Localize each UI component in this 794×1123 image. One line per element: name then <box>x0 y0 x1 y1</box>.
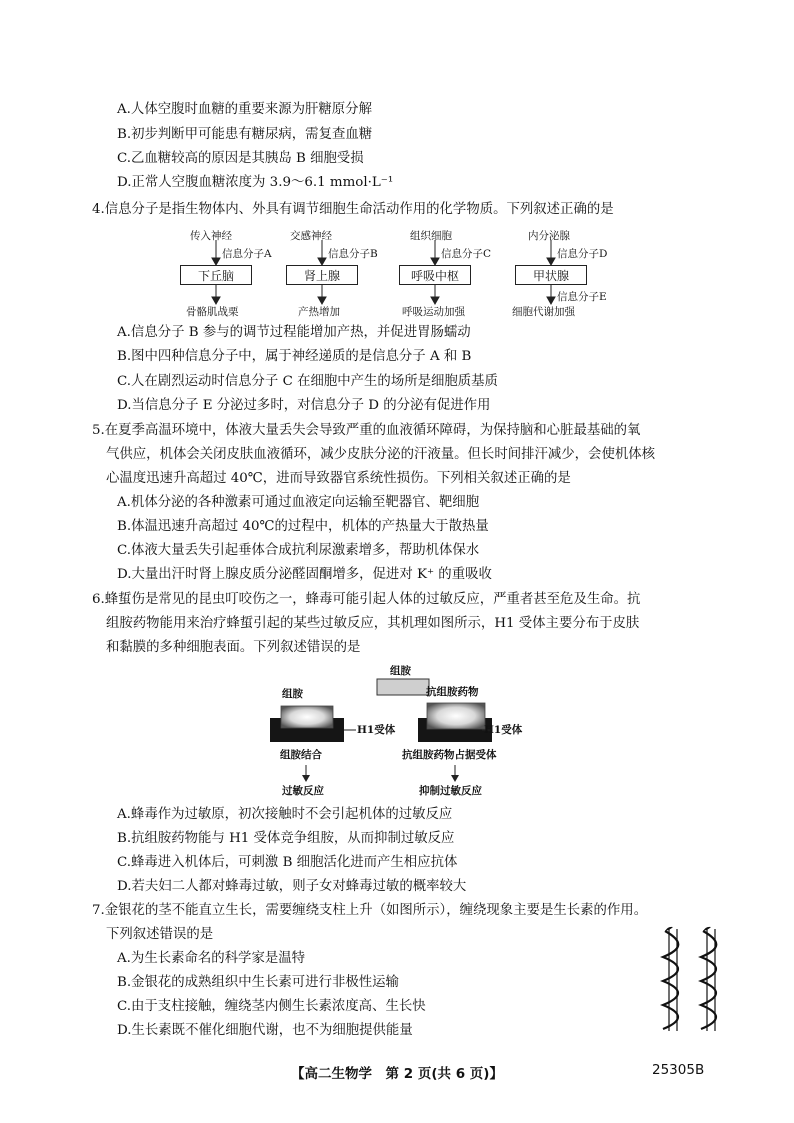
q6-option-c: C.蜂毒进入机体后，可刺激 B 细胞活化进而产生相应抗体 <box>117 855 458 870</box>
q4-option-a: A.信息分子 B 参与的调节过程能增加产热，并促进胃肠蠕动 <box>117 325 471 340</box>
q7-twining-stem-figure <box>655 925 730 1035</box>
q6-histamine-left-label: 组胺 <box>282 688 303 700</box>
q3-option-c: C.乙血糖较高的原因是其胰岛 B 细胞受损 <box>117 151 364 166</box>
q5-option-d: D.大量出汗时肾上腺皮质分泌醛固酮增多，促进对 K⁺ 的重吸收 <box>117 567 492 582</box>
q6-stem-line-1: 6.蜂蜇伤是常见的昆虫叮咬伤之一，蜂毒可能引起人体的过敏反应，严重者甚至危及生命。抗 <box>92 592 641 607</box>
q3-option-a: A.人体空腹时血糖的重要来源为肝糖原分解 <box>117 102 372 117</box>
q5-stem-line-1: 5.在夏季高温环境中，体液大量丢失会导致严重的血液循环障碍，为保持脑和心脏最基础的氧 <box>92 423 641 438</box>
q4-molecule-d: 信息分子D <box>557 248 608 260</box>
q7-option-b: B.金银花的成熟组织中生长素可进行非极性运输 <box>117 975 399 990</box>
q6-right-caption: 抗组胺药物占据受体 <box>402 749 497 761</box>
q4-target-adrenal: 肾上腺 <box>286 265 358 285</box>
q4-source-1: 传入神经 <box>190 230 232 242</box>
q6-option-a: A.蜂毒作为过敏原，初次接触时不会引起机体的过敏反应 <box>117 807 453 822</box>
q4-effect-4: 细胞代谢加强 <box>512 306 575 318</box>
q6-receptor-left-label: H1受体 <box>357 724 396 736</box>
q4-effect-1: 骨骼肌战栗 <box>186 306 239 318</box>
q4-source-4: 内分泌腺 <box>528 230 570 242</box>
q6-right-result: 抑制过敏反应 <box>419 785 482 797</box>
q3-option-b: B.初步判断甲可能患有糖尿病，需复查血糖 <box>117 127 373 142</box>
q7-stem-line-2: 下列叙述错误的是 <box>106 927 214 942</box>
page-footer: 【高二生物学 第 2 页(共 6 页)】 <box>291 1066 503 1082</box>
q4-effect-3: 呼吸运动加强 <box>402 306 465 318</box>
q4-molecule-a: 信息分子A <box>222 248 272 260</box>
q6-left-caption: 组胺结合 <box>280 749 322 761</box>
exam-code: 25305B <box>652 1062 705 1078</box>
q4-source-2: 交感神经 <box>290 230 332 242</box>
q4-target-hypothalamus: 下丘脑 <box>180 265 252 285</box>
q4-option-c: C.人在剧烈运动时信息分子 C 在细胞中产生的场所是细胞质基质 <box>117 374 498 389</box>
q4-option-b: B.图中四种信息分子中，属于神经递质的是信息分子 A 和 B <box>117 349 472 364</box>
q5-stem-line-2: 气供应，机体会关闭皮肤血液循环，减少皮肤分泌的汗液量。但长时间排汗减少，会使机体核 <box>106 447 656 462</box>
q7-stem-line-1: 7.金银花的茎不能直立生长，需要缠绕支柱上升（如图所示），缠绕现象主要是生长素的作用。 <box>92 903 648 918</box>
q4-source-3: 组织细胞 <box>410 230 452 242</box>
q5-stem-line-3: 心温度迅速升高超过 40℃，进而导致器官系统性损伤。下列相关叙述正确的是 <box>106 471 571 486</box>
q4-effect-2: 产热增加 <box>298 306 340 318</box>
q7-option-d: D.生长素既不催化细胞代谢，也不为细胞提供能量 <box>117 1023 413 1038</box>
q6-receptor-right-label: H1受体 <box>484 724 523 736</box>
q6-left-result: 过敏反应 <box>282 785 324 797</box>
q4-molecule-e: 信息分子E <box>557 291 607 303</box>
q5-option-c: C.体液大量丢失引起垂体合成抗利尿激素增多，帮助机体保水 <box>117 543 480 558</box>
q4-stem: 4.信息分子是指生物体内、外具有调节细胞生命活动作用的化学物质。下列叙述正确的是 <box>92 202 614 217</box>
q6-histamine-top-label: 组胺 <box>390 665 411 677</box>
q4-option-d: D.当信息分子 E 分泌过多时，对信息分子 D 的分泌有促进作用 <box>117 398 491 413</box>
q6-drug-label: 抗组胺药物 <box>426 686 479 698</box>
q7-option-c: C.由于支柱接触，缠绕茎内侧生长素浓度高、生长快 <box>117 999 426 1014</box>
q3-option-d: D.正常人空腹血糖浓度为 3.9～6.1 mmol·L⁻¹ <box>117 175 394 190</box>
q6-stem-line-3: 和黏膜的多种细胞表面。下列叙述错误的是 <box>106 640 361 655</box>
q4-molecule-c: 信息分子C <box>441 248 492 260</box>
q5-option-b: B.体温迅速升高超过 40℃的过程中，机体的产热量大于散热量 <box>117 519 489 534</box>
q4-target-respiratory-center: 呼吸中枢 <box>399 265 471 285</box>
q6-stem-line-2: 组胺药物能用来治疗蜂蜇引起的某些过敏反应，其机理如图所示，H1 受体主要分布于皮肤 <box>106 616 640 631</box>
q6-option-b: B.抗组胺药物能与 H1 受体竞争组胺，从而抑制过敏反应 <box>117 831 455 846</box>
q5-option-a: A.机体分泌的各种激素可通过血液定向运输至靶器官、靶细胞 <box>117 495 480 510</box>
q6-option-d: D.若夫妇二人都对蜂毒过敏，则子女对蜂毒过敏的概率较大 <box>117 879 467 894</box>
q4-target-thyroid: 甲状腺 <box>515 265 587 285</box>
q4-molecule-b: 信息分子B <box>328 248 378 260</box>
q7-option-a: A.为生长素命名的科学家是温特 <box>117 951 306 966</box>
